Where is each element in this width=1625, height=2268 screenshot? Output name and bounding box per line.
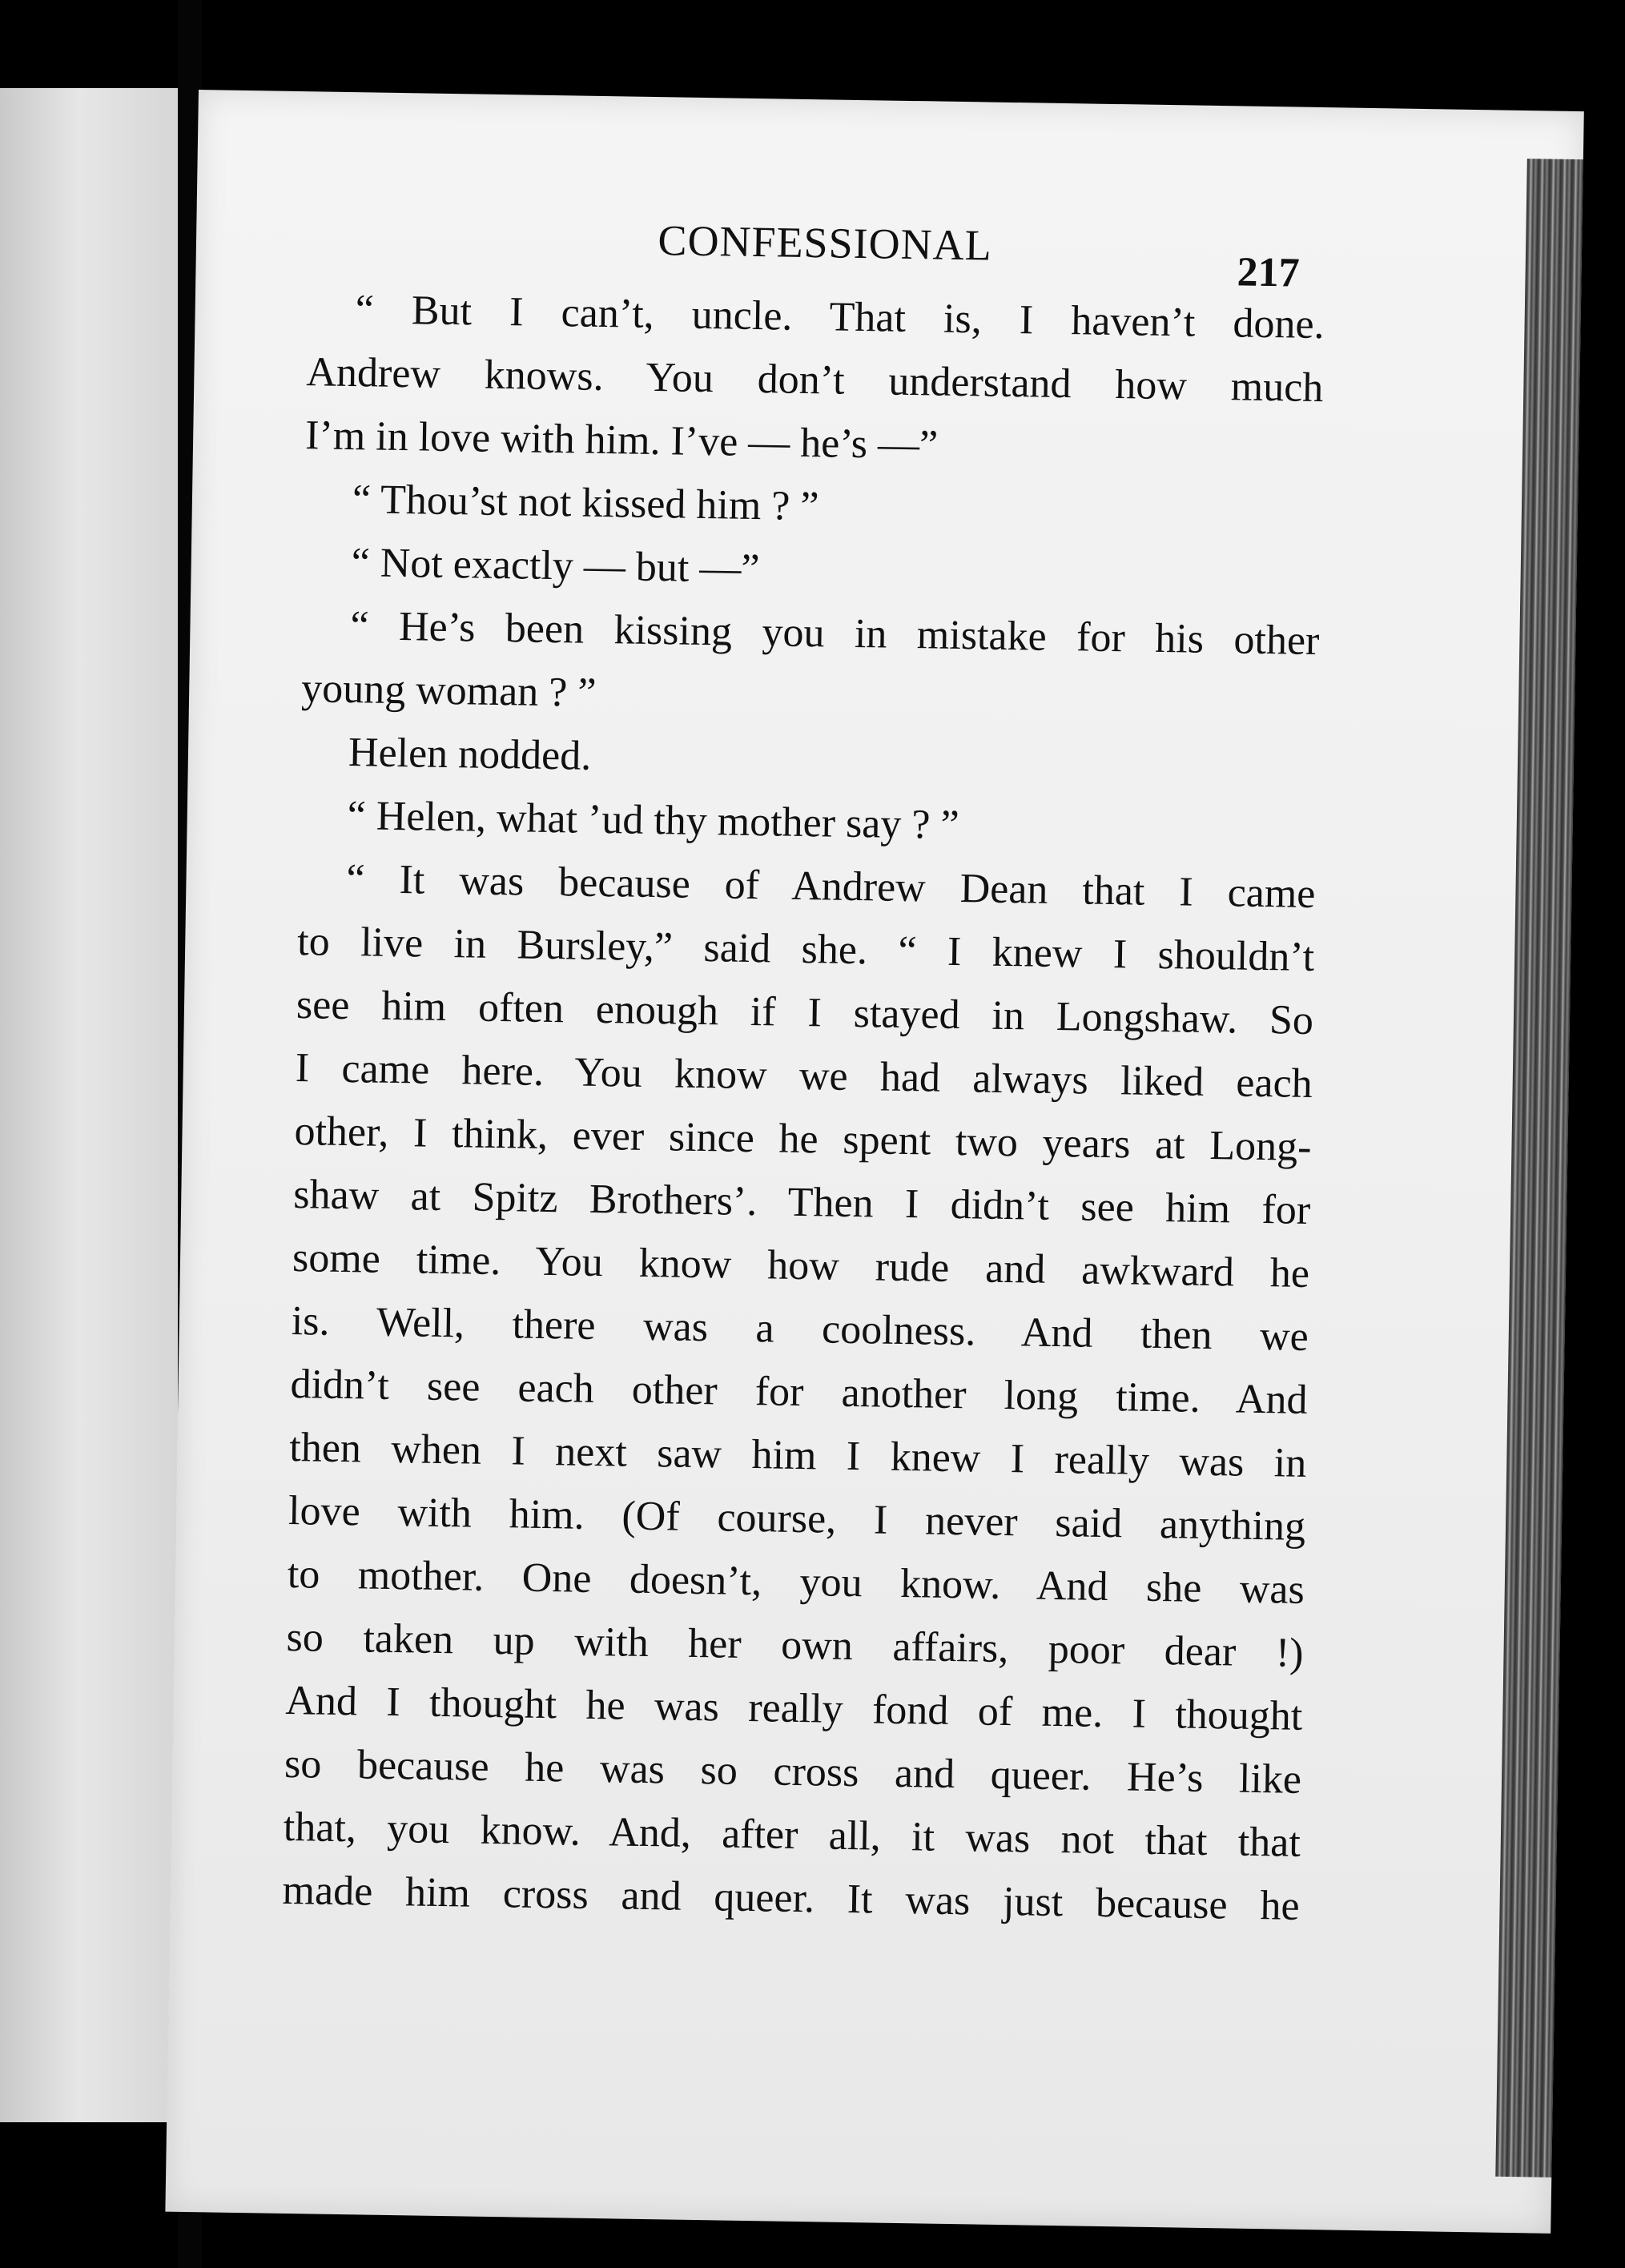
text-line: to live in Bursley,” said she. “ I knew I shouldn’t [296,919,1315,981]
running-header: CONFESSIONAL [658,216,993,270]
page-number: 217 [1237,249,1301,296]
text-line: I’m in love with him. I’ve — he’s —” [304,412,939,468]
text-line: love with him. (Of course, I never said anything [288,1487,1306,1550]
text-line: that, you know. And, after all, it was not that that [283,1804,1301,1866]
text-line: to mother. One doesn’t, you know. And she was [287,1550,1305,1613]
text-line: And I thought he was really fond of me. I thought [284,1677,1303,1739]
text-line: Andrew knows. You don’t understand how much [306,349,1324,412]
book-page [165,90,1583,2234]
text-line: “ Helen, what ’ud thy mother say ? ” [347,793,959,849]
text-line: so taken up with her own affairs, poor dear !) [286,1614,1304,1676]
text-line: Helen nodded. [348,730,592,779]
text-line: “ But I can’t, uncle. That is, I haven’t done. [355,287,1325,348]
text-line: so because he was so cross and queer. He’s like [284,1740,1302,1803]
body-text [282,277,1325,1938]
text-line: “ He’s been kissing you in mistake for his other [350,603,1320,665]
text-line: “ Not exactly — but —” [351,540,760,593]
text-line: “ It was because of Andrew Dean that I came [346,856,1316,918]
text-line: I came here. You know we had always liked each [295,1045,1313,1107]
text-line: young woman ? ” [300,666,597,716]
text-line: “ Thou’st not kissed him ? ” [352,477,819,530]
text-line: see him often enough if I stayed in Longshaw. So [296,982,1314,1044]
text-line: is. Well, there was a coolness. And then we [291,1298,1309,1360]
text-line: shaw at Spitz Brothers’. Then I didn’t see him for [292,1172,1311,1233]
text-line: other, I think, ever since he spent two years at Long- [294,1108,1312,1170]
text-line: then when I next saw him I knew I really was in [288,1424,1307,1486]
text-line: some time. You know how rude and awkward he [292,1235,1310,1297]
text-line: made him cross and queer. It was just because he [282,1867,1300,1929]
text-line: didn’t see each other for another long time. And [290,1361,1308,1423]
page-block-edge [1495,159,1583,2178]
facing-page-edge [0,88,178,2122]
